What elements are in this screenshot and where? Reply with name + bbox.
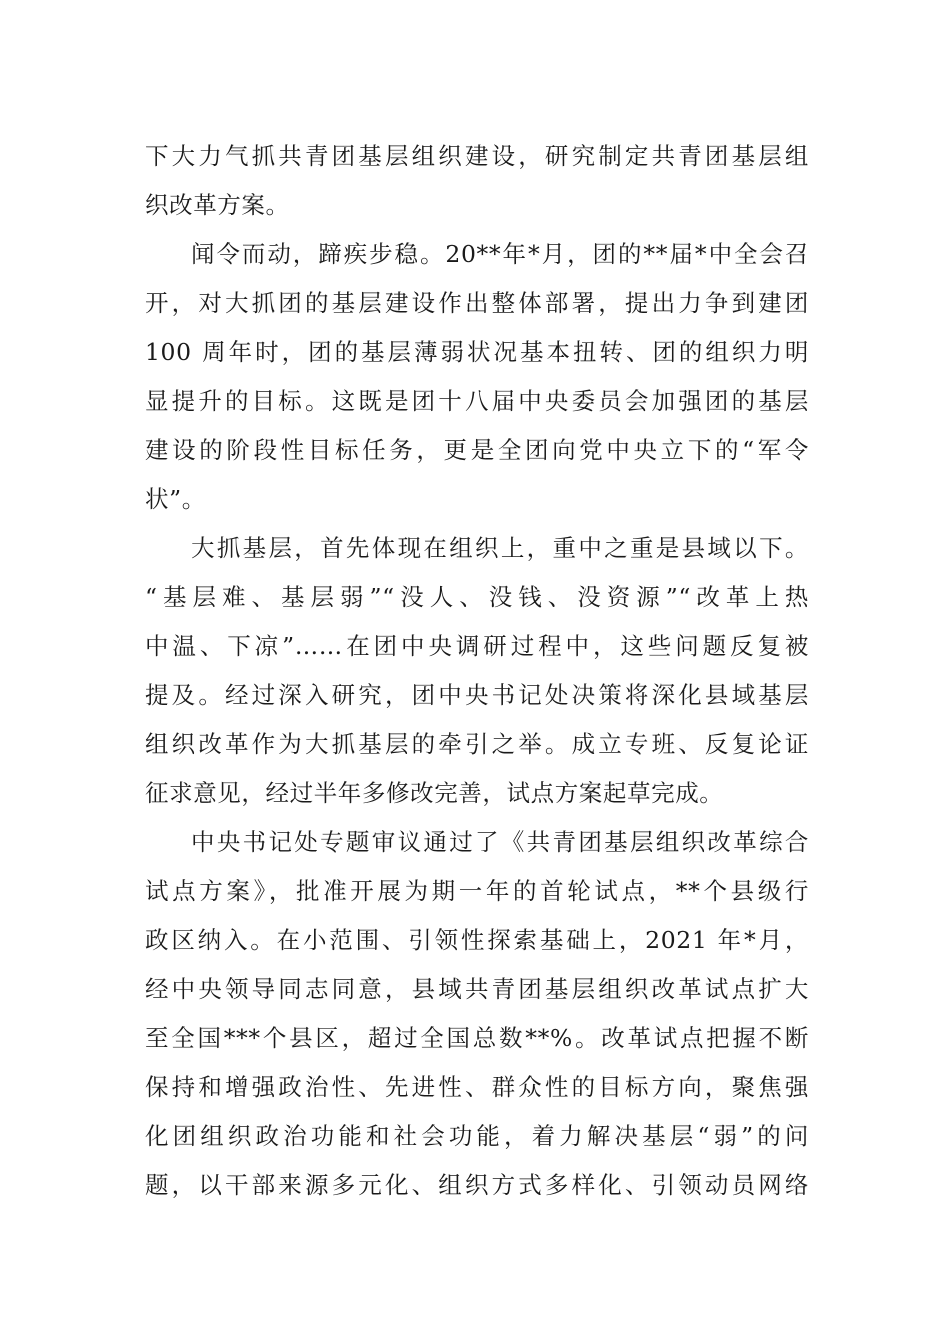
paragraph-4 [145, 818, 809, 1210]
text-line: 题，以干部来源多元化、组织方式多样化、引领动员网络 [145, 1171, 809, 1199]
text-line: “基层难、基层弱”“没人、没钱、没资源”“改革上热 [145, 583, 809, 611]
body-text [145, 132, 809, 1210]
text-line: 经中央领导同志同意，县域共青团基层组织改革试点扩大 [145, 975, 809, 1003]
text-line: 大抓基层，首先体现在组织上，重中之重是县域以下。 [191, 534, 809, 562]
text-line: 建设的阶段性目标任务，更是全团向党中央立下的“军令 [145, 436, 809, 464]
text-line: 中温、下凉”……在团中央调研过程中，这些问题反复被 [145, 632, 809, 660]
text-line: 试点方案》，批准开展为期一年的首轮试点，**个县级行 [145, 877, 809, 905]
text-line: 状”。 [145, 485, 206, 513]
text-line: 织改革方案。 [145, 191, 290, 219]
paragraph-1 [145, 132, 809, 230]
text-line: 征求意见，经过半年多修改完善，试点方案起草完成。 [145, 779, 724, 807]
text-line: 提及。经过深入研究，团中央书记处决策将深化县域基层 [145, 681, 809, 709]
text-line: 下大力气抓共青团基层组织建设，研究制定共青团基层组 [145, 142, 809, 170]
text-line: 闻令而动，蹄疾步稳。20**年*月，团的**届*中全会召 [191, 240, 809, 268]
text-line: 化团组织政治功能和社会功能，着力解决基层“弱”的问 [145, 1122, 809, 1150]
text-line: 中央书记处专题审议通过了《共青团基层组织改革综合 [191, 828, 809, 856]
text-line: 100 周年时，团的基层薄弱状况基本扭转、团的组织力明 [145, 338, 809, 366]
text-line: 政区纳入。在小范围、引领性探索基础上，2021 年*月， [145, 926, 809, 954]
text-line: 组织改革作为大抓基层的牵引之举。成立专班、反复论证 [145, 730, 809, 758]
text-line: 开，对大抓团的基层建设作出整体部署，提出力争到建团 [145, 289, 809, 317]
text-line: 保持和增强政治性、先进性、群众性的目标方向，聚焦强 [145, 1073, 809, 1101]
text-line: 至全国***个县区，超过全国总数**%。改革试点把握不断 [145, 1024, 809, 1052]
text-line: 显提升的目标。这既是团十八届中央委员会加强团的基层 [145, 387, 809, 415]
paragraph-3 [145, 524, 809, 818]
paragraph-2 [145, 230, 809, 524]
